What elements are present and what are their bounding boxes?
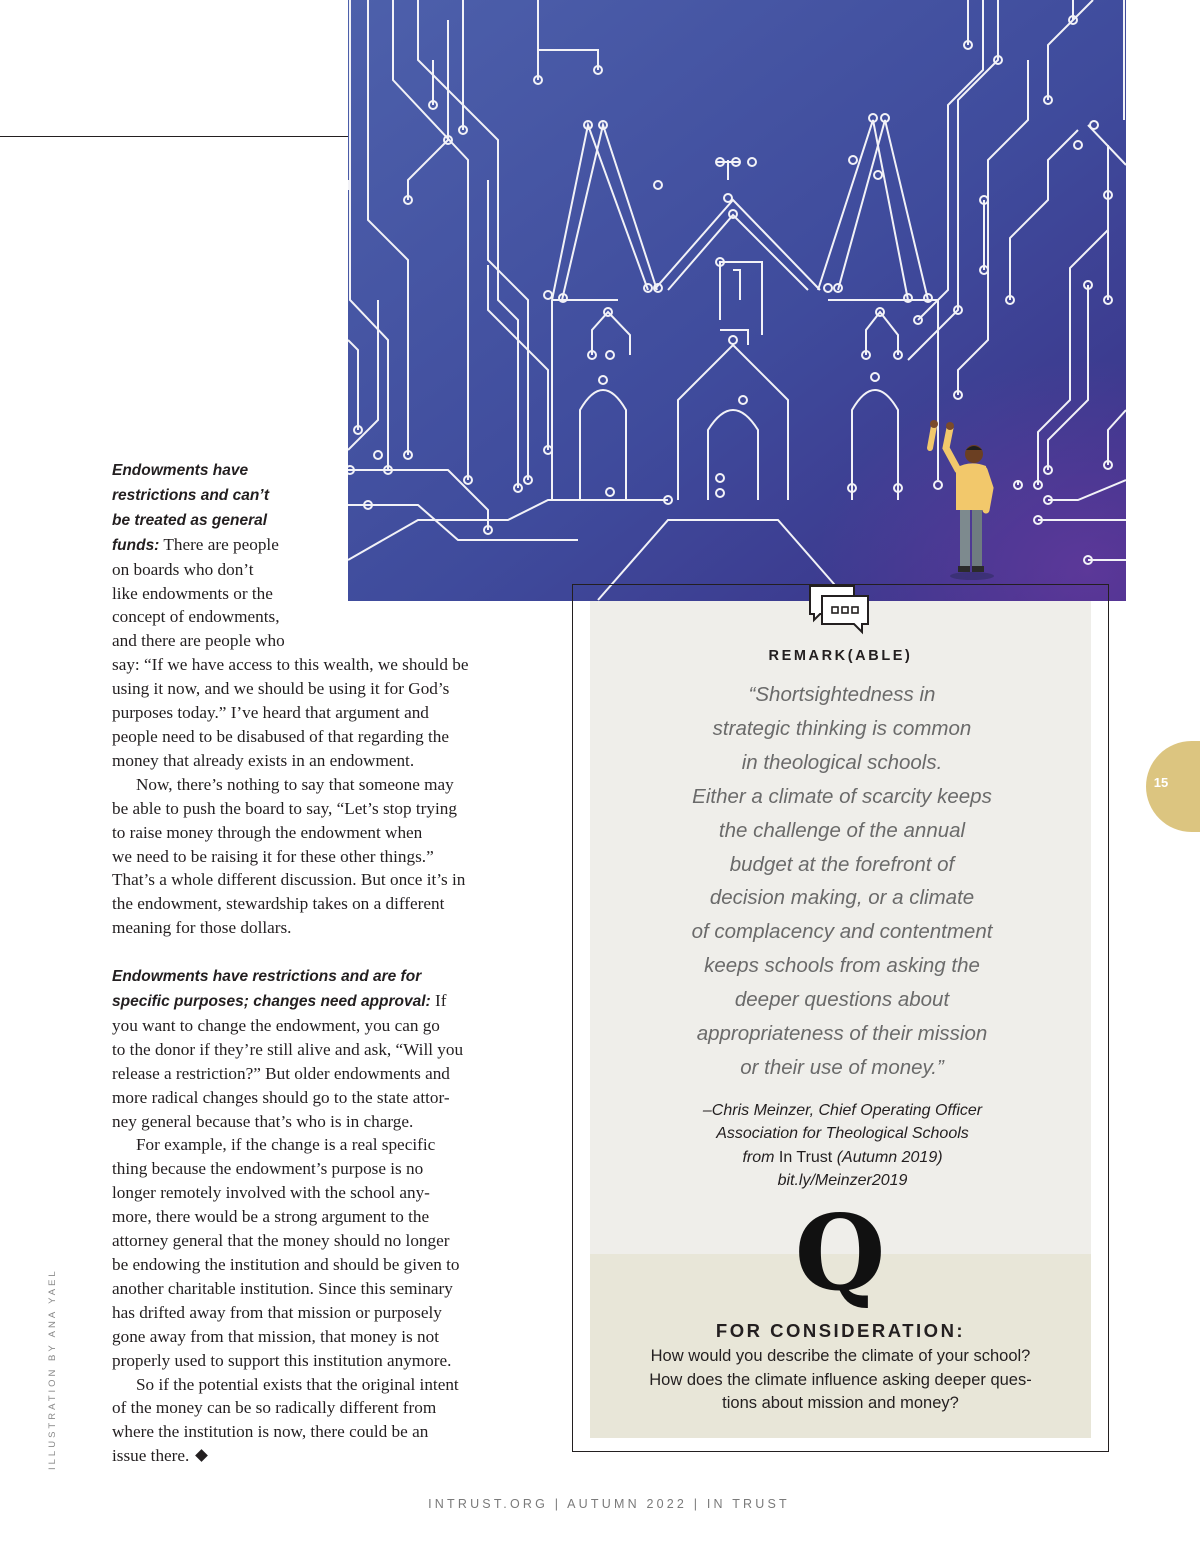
body-line: So if the potential exists that the original intent: [136, 1374, 459, 1394]
quote-line: in theological schools.: [741, 750, 943, 774]
section1-heading: [112, 458, 504, 773]
quote-line: keeps schools from asking the: [704, 954, 980, 978]
quote-line: appropriateness of their mission: [696, 1022, 988, 1046]
body-line: say: “If we have access to this wealth, we should be: [112, 655, 469, 675]
body-text: There are people: [163, 534, 279, 554]
body-line: issue there.: [112, 1446, 190, 1466]
source-link[interactable]: bit.ly/Meinzer2019: [777, 1171, 908, 1189]
body-line: ney general because that’s who is in charge.: [112, 1111, 414, 1131]
body-line: and there are people who: [112, 631, 285, 651]
section2-paragraph-3: [112, 1373, 504, 1469]
body-line: where the institution is now, there could be an: [112, 1422, 429, 1442]
quote-line: or their use of money.”: [740, 1055, 944, 1079]
body-line: like endowments or the: [112, 583, 273, 603]
attribution-source: [640, 1146, 1045, 1169]
body-line: using it now, and we should be using it for God’s: [112, 679, 450, 699]
quote-line: decision making, or a climate: [709, 886, 975, 910]
decorative-pointer-line: [0, 136, 352, 137]
body-line: on boards who don’t: [112, 559, 254, 579]
body-line: For example, if the change is a real specific: [136, 1135, 436, 1155]
body-line: concept of endowments,: [112, 607, 280, 627]
body-line: more, there would be a strong argument to the: [112, 1207, 430, 1227]
heading-line: Endowments have: [112, 462, 249, 479]
body-line: thing because the endowment’s purpose is no: [112, 1159, 424, 1179]
body-line: be endowing the institution and should be given to: [112, 1255, 460, 1274]
pull-quote: [652, 678, 1032, 1085]
body-line: to raise money through the endowment when: [112, 822, 423, 842]
heading-line: specific purposes; changes need approval:: [112, 993, 431, 1011]
body-line: money that already exists in an endowment.: [112, 750, 415, 770]
body-line: to the donor if they’re still alive and ask, “Will you: [112, 1039, 464, 1059]
body-line: of the money can be so radically different from: [112, 1398, 437, 1418]
source-date: (Autumn 2019): [836, 1148, 943, 1166]
quote-line: of complacency and contentment: [691, 920, 993, 944]
chat-bubbles-icon: [806, 584, 872, 636]
body-line: be able to push the board to say, “Let’s stop trying: [112, 798, 457, 818]
body-line: Now, there’s nothing to say that someone may: [136, 774, 454, 794]
question-line: How would you describe the climate of your school?: [650, 1347, 1031, 1365]
quote-line: the challenge of the annual: [718, 818, 966, 842]
consideration-questions: [625, 1345, 1056, 1416]
section2-paragraph-2: [112, 1133, 504, 1372]
article-body: [112, 458, 504, 1468]
body-text: If: [435, 991, 447, 1011]
section2-heading: [112, 964, 504, 1133]
heading-line: be treated as general: [112, 511, 268, 529]
body-line: more radical changes should go to the state attor-: [112, 1087, 450, 1107]
body-line: the endowment, stewardship takes on a different: [112, 894, 445, 914]
body-line: properly used to support this institution anymore.: [112, 1350, 452, 1370]
page-number: 15: [1153, 775, 1169, 790]
source-prefix: from: [742, 1148, 775, 1166]
body-line: purposes today.” I’ve heard that argument and: [112, 703, 429, 723]
quote-line: budget at the forefront of: [729, 852, 955, 876]
body-line: gone away from that mission, that money is not: [112, 1326, 439, 1346]
publication-name: In Trust: [778, 1148, 833, 1166]
body-line: has drifted away from that mission or purposely: [112, 1302, 442, 1322]
question-line: How does the climate influence asking deeper ques-: [649, 1370, 1032, 1389]
attribution-line: Association for Theological Schools: [716, 1125, 969, 1143]
page-footer: INTRUST.ORG | AUTUMN 2022 | IN TRUST: [428, 1497, 790, 1511]
body-line: longer remotely involved with the school any-: [112, 1183, 430, 1203]
quote-line: “Shortsightedness in: [748, 683, 936, 706]
consideration-heading: FOR CONSIDERATION:: [715, 1320, 966, 1341]
body-line: people need to be disabused of that regarding the: [112, 726, 449, 746]
heading-line: restrictions and can’t: [112, 486, 270, 504]
sidebar-label: REMARK(ABLE): [768, 648, 913, 664]
body-line: release a restriction?” But older endowments and: [112, 1063, 450, 1083]
end-mark-diamond-icon: [195, 1449, 208, 1462]
body-line: we need to be raising it for these other things.”: [112, 846, 434, 866]
quote-line: strategic thinking is common: [712, 716, 972, 740]
body-line: another charitable institution. Since this seminary: [112, 1278, 453, 1298]
attribution-line: –Chris Meinzer, Chief Operating Officer: [702, 1102, 983, 1119]
question-line: tions about mission and money?: [722, 1394, 959, 1413]
heading-line: Endowments have restrictions and are for: [112, 968, 422, 986]
body-line: meaning for those dollars.: [112, 918, 292, 938]
paragraph-gap: [112, 940, 504, 964]
illustration-credit: ILLUSTRATION BY ANA YAEL: [47, 1268, 58, 1470]
body-line: That’s a whole different discussion. But once it’s in: [112, 870, 466, 890]
q-letter-graphic: Q: [794, 1191, 886, 1314]
quote-line: deeper questions about: [734, 988, 950, 1012]
quote-attribution: [640, 1099, 1045, 1192]
body-line: attorney general that the money should no longer: [112, 1231, 450, 1251]
body-line: you want to change the endowment, you can go: [112, 1015, 440, 1035]
quote-line: Either a climate of scarcity keeps: [692, 784, 992, 808]
section1-paragraph-2: [112, 773, 504, 940]
heading-line: funds:: [112, 536, 160, 554]
